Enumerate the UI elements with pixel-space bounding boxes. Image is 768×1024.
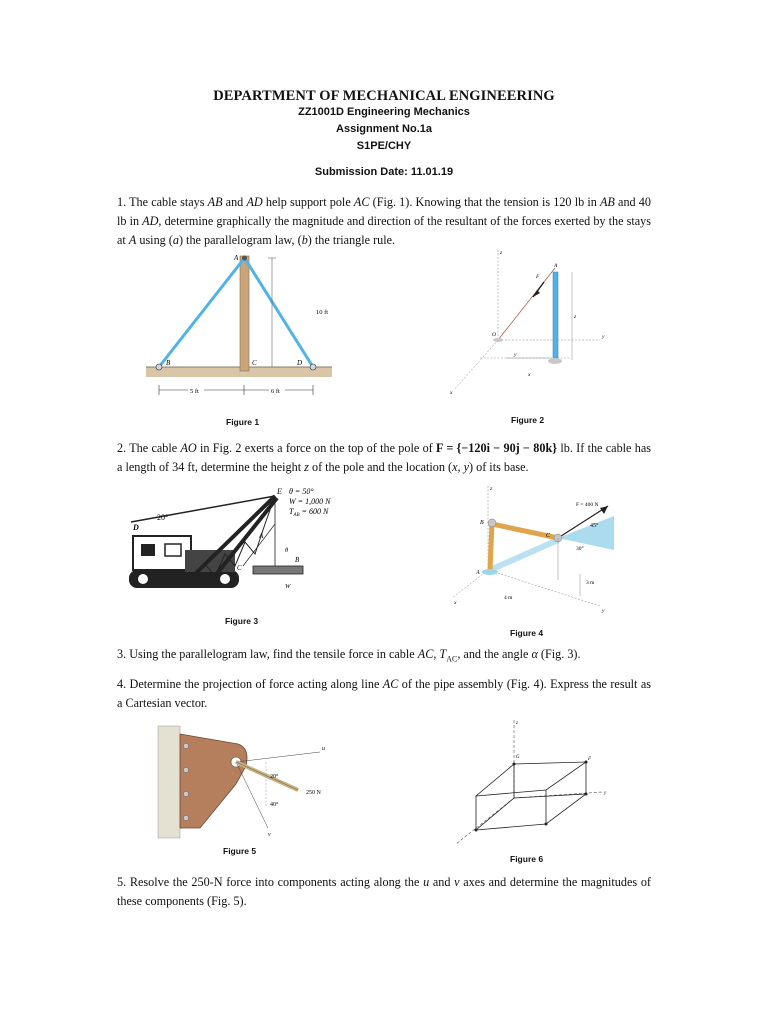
axis-z: z <box>490 486 493 492</box>
caption-figure-4: Figure 4 <box>510 628 544 638</box>
label-angle: 20° <box>157 513 169 522</box>
dim-4m: 4 m <box>504 595 513 601</box>
caption-figure-5: Figure 5 <box>223 846 257 856</box>
question-2: 2. The cable AO in Fig. 2 exerts a force on the top of the pole of F = {−120i − 90j − 80k} lb. If the cable has a length of 34 ft, determine the height z of the pole and the location (x, y) of its base. <box>117 441 651 474</box>
label-a: A <box>554 263 558 269</box>
pole-2 <box>553 272 558 362</box>
pole <box>240 256 249 371</box>
dim-3m: 3 m <box>586 580 595 586</box>
label-f: F <box>588 757 592 762</box>
cable-ad <box>245 258 314 367</box>
label-height: 10 ft <box>316 309 329 316</box>
question-3: 3. Using the parallelogram law, find the tensile force in cable AC, $T_{AC}$, and the angle α (Fig. 3). <box>117 647 581 664</box>
label-d: D <box>133 523 139 532</box>
label-5ft: 5 ft <box>190 388 199 395</box>
box-top <box>476 762 586 796</box>
angle-45: 45° <box>590 523 599 529</box>
question-5: 5. Resolve the 250-N force into components acting along the u and v axes and determine the magnitudes of these components (Fig. 5). <box>117 875 651 908</box>
label-b: B <box>480 520 484 526</box>
department-heading: DEPARTMENT OF MECHANICAL ENGINEERING <box>213 88 555 104</box>
label-u: u <box>322 746 325 752</box>
label-w: W <box>285 583 291 590</box>
label-a: A <box>476 570 480 576</box>
axis-u <box>236 752 320 762</box>
force-label: 250 N <box>306 790 321 796</box>
figure-3 <box>125 484 365 614</box>
label-c: C <box>237 564 242 572</box>
label-y: y <box>514 352 517 358</box>
ground <box>146 367 332 377</box>
caption-figure-2: Figure 2 <box>511 415 545 425</box>
caption-figure-1: Figure 1 <box>226 417 260 427</box>
label-c: C <box>546 533 551 539</box>
label-b: B <box>295 556 300 564</box>
angle-40: 40° <box>270 802 279 808</box>
assignment-title: Assignment No.1a <box>336 123 432 135</box>
label-v: v <box>268 832 271 838</box>
angle-30: 30° <box>576 546 584 552</box>
figure-4 <box>440 484 630 614</box>
caption-figure-6: Figure 6 <box>510 854 544 864</box>
axis-y: y <box>602 334 605 340</box>
force-label: F = 400 N <box>576 502 599 508</box>
axis-z: z <box>516 721 518 726</box>
theta-value: θ = 50° <box>289 487 314 496</box>
label-theta: θ <box>285 547 289 554</box>
question-1: 1. The cable stays AB and AD help support pole AC (Fig. 1). Knowing that the tension is 120 lb in AB and 40 lb in AD, determine graphically the magnitude and direction of the resultant of the forces exerted by the stays at A using (a) the parallelogram law, (b) the triangle rule. <box>117 195 651 247</box>
label-x: x <box>528 372 531 378</box>
label-g: G <box>516 755 520 760</box>
label-c: C <box>252 359 257 367</box>
weight-value: W = 1,000 N <box>289 497 331 506</box>
axis-z: z <box>500 250 503 256</box>
question-4: 4. Determine the projection of force acting along line AC of the pipe assembly (Fig. 4). Express the result as a Cartesian vector. <box>117 677 651 710</box>
submission-date: Submission Date: 11.01.19 <box>314 166 454 178</box>
caption-figure-3: Figure 3 <box>225 616 259 626</box>
figure-1 <box>140 248 340 408</box>
label-6ft: 6 ft <box>271 388 280 395</box>
figure-6 <box>450 718 620 848</box>
axis-y: y <box>602 608 605 614</box>
bracket <box>180 734 247 828</box>
figure-2 <box>440 248 610 398</box>
label-e: E <box>277 487 282 496</box>
figure-5 <box>150 722 370 842</box>
box-bottom <box>476 794 586 830</box>
pipe-ab <box>490 522 492 570</box>
axis-v <box>236 762 268 828</box>
axis-x: x <box>454 600 457 606</box>
cable-ab <box>159 258 245 367</box>
axis-y: y <box>604 791 607 796</box>
label-o: O <box>492 332 496 338</box>
wall <box>158 726 180 838</box>
angle-20: 20° <box>270 774 279 780</box>
tension-value: $T_{AB} = 600$ N <box>289 507 329 518</box>
course-title: ZZ1001D Engineering Mechanics <box>298 106 470 118</box>
label-f: F <box>536 274 540 280</box>
label-b: B <box>166 359 171 367</box>
group-title: S1PE/CHY <box>356 140 412 152</box>
label-z: z <box>574 314 577 320</box>
label-a: A <box>234 254 239 262</box>
label-a: A <box>259 532 264 540</box>
axis-x: x <box>450 390 453 396</box>
label-d: D <box>297 359 303 367</box>
